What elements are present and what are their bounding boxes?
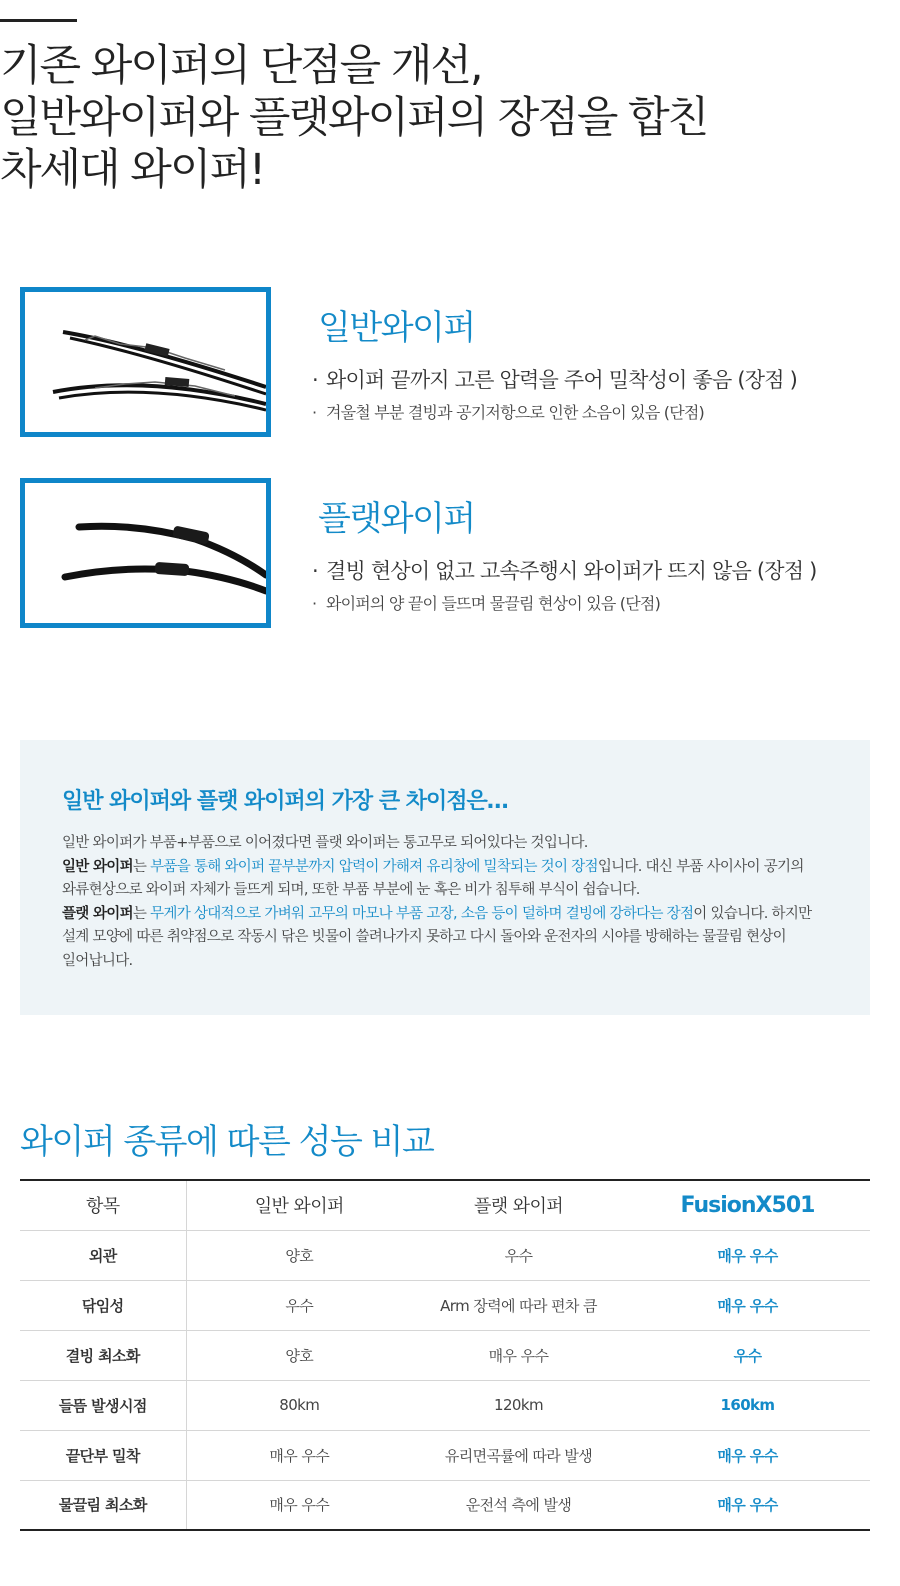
bullet-dot: · <box>312 368 318 392</box>
fusionx501-value: 160km <box>625 1380 870 1430</box>
general-wiper-highlight: 부품을 통해 와이퍼 끝부분까지 압력이 가해져 유리창에 밀착되는 것이 장점 <box>150 858 598 875</box>
bullet-dot: · <box>312 594 317 613</box>
flat-wiper-image-frame <box>20 478 271 628</box>
difference-line: 일어납니다. <box>62 952 133 969</box>
difference-panel <box>20 740 870 1015</box>
table-row <box>20 1230 870 1280</box>
flat-wiper-pro-text: 결빙 현상이 없고 고속주행시 와이퍼가 뜨지 않음 (장점 ) <box>326 559 817 583</box>
headline-line-3: 차세대 와이퍼! <box>0 145 265 195</box>
difference-body <box>62 832 842 974</box>
table-row <box>20 1430 870 1480</box>
difference-line: 와류현상으로 와이퍼 자체가 들뜨게 되며, 또한 부품 부분에 눈 혹은 비가 침투해 부식이 쉽습니다. <box>62 882 640 899</box>
top-accent-rule <box>0 19 77 22</box>
flat-value: 운전석 측에 발생 <box>412 1480 625 1530</box>
conventional-wiper-pro-text: 와이퍼 끝까지 고른 압력을 주어 밀착성이 좋음 (장점 ) <box>326 368 797 392</box>
conventional-value: 80km <box>186 1380 412 1430</box>
row-label: 결빙 최소화 <box>20 1330 186 1380</box>
difference-line <box>62 856 842 880</box>
flat-wiper-label: 플랫 와이퍼 <box>62 905 133 922</box>
row-label: 물끌림 최소화 <box>20 1480 186 1530</box>
flat-value: 우수 <box>412 1230 625 1280</box>
header-conventional: 일반 와이퍼 <box>186 1180 412 1230</box>
conventional-value: 우수 <box>186 1280 412 1330</box>
flat-wiper-con-text: 와이퍼의 양 끝이 들뜨며 물끌림 현상이 있음 (단점) <box>326 594 661 613</box>
comparison-table <box>20 1179 870 1531</box>
difference-line: 설계 모양에 따른 취약점으로 작동시 닦은 빗물이 쓸려나가지 못하고 다시 돌아와 운전자의 시야를 방해하는 물끌림 현상이 <box>62 929 786 946</box>
table-row <box>20 1380 870 1430</box>
table-row <box>20 1280 870 1330</box>
headline-line-1: 기존 와이퍼의 단점을 개선, <box>0 41 482 91</box>
row-label: 닦임성 <box>20 1280 186 1330</box>
fusionx501-value: 매우 우수 <box>625 1230 870 1280</box>
conventional-wiper-con-text: 겨울철 부분 결빙과 공기저항으로 인한 소음이 있음 (단점) <box>326 403 704 422</box>
conventional-value: 매우 우수 <box>186 1480 412 1530</box>
row-label: 들뜸 발생시점 <box>20 1380 186 1430</box>
general-wiper-label: 일반 와이퍼 <box>62 858 133 875</box>
conventional-wiper-image <box>25 292 266 432</box>
flat-wiper-pro <box>312 555 816 585</box>
table-header-row <box>20 1180 870 1230</box>
fusionx501-value: 매우 우수 <box>625 1280 870 1330</box>
flat-wiper-rest: 이 있습니다. 하지만 <box>693 905 812 922</box>
page-headline <box>0 40 880 196</box>
header-fusionx501: FusionX501 <box>625 1180 870 1230</box>
conventional-value: 매우 우수 <box>186 1430 412 1480</box>
flat-value: 120km <box>412 1380 625 1430</box>
conventional-wiper-pro <box>312 364 797 394</box>
bullet-dot: · <box>312 403 317 422</box>
fusionx501-value: 우수 <box>625 1330 870 1380</box>
flat-wiper-title: 플랫와이퍼 <box>318 499 475 539</box>
fusionx501-value: 매우 우수 <box>625 1430 870 1480</box>
conventional-value: 양호 <box>186 1230 412 1280</box>
table-row <box>20 1480 870 1530</box>
headline-line-2: 일반와이퍼와 플랫와이퍼의 장점을 합친 <box>0 93 708 143</box>
header-flat: 플랫 와이퍼 <box>412 1180 625 1230</box>
row-label: 외관 <box>20 1230 186 1280</box>
particle-text: 는 <box>132 858 151 875</box>
fusionx501-value: 매우 우수 <box>625 1480 870 1530</box>
conventional-wiper-title: 일반와이퍼 <box>318 308 475 348</box>
header-item: 항목 <box>20 1180 186 1230</box>
flat-value: 매우 우수 <box>412 1330 625 1380</box>
particle-text: 는 <box>132 905 151 922</box>
flat-wiper-con <box>312 591 660 614</box>
flat-wiper-highlight: 무게가 상대적으로 가벼워 고무의 마모나 부품 고장, 소음 등이 덜하며 결빙에 강하다는 장점 <box>150 905 694 922</box>
bullet-dot: · <box>312 559 318 583</box>
difference-title: 일반 와이퍼와 플랫 와이퍼의 가장 큰 차이점은… <box>62 789 508 814</box>
table-row <box>20 1330 870 1380</box>
conventional-value: 양호 <box>186 1330 412 1380</box>
difference-line <box>62 903 842 927</box>
difference-line: 일반 와이퍼가 부품+부품으로 이어졌다면 플랫 와이퍼는 통고무로 되어있다는 것입니다. <box>62 835 588 851</box>
flat-wiper-image <box>25 483 266 623</box>
conventional-wiper-con <box>312 400 704 423</box>
comparison-title: 와이퍼 종류에 따른 성능 비교 <box>20 1122 434 1162</box>
flat-value: 유리면곡률에 따라 발생 <box>412 1430 625 1480</box>
general-wiper-rest: 입니다. 대신 부품 사이사이 공기의 <box>597 858 804 875</box>
row-label: 끝단부 밀착 <box>20 1430 186 1480</box>
flat-value: Arm 장력에 따라 편차 큼 <box>412 1280 625 1330</box>
conventional-wiper-image-frame <box>20 287 271 437</box>
